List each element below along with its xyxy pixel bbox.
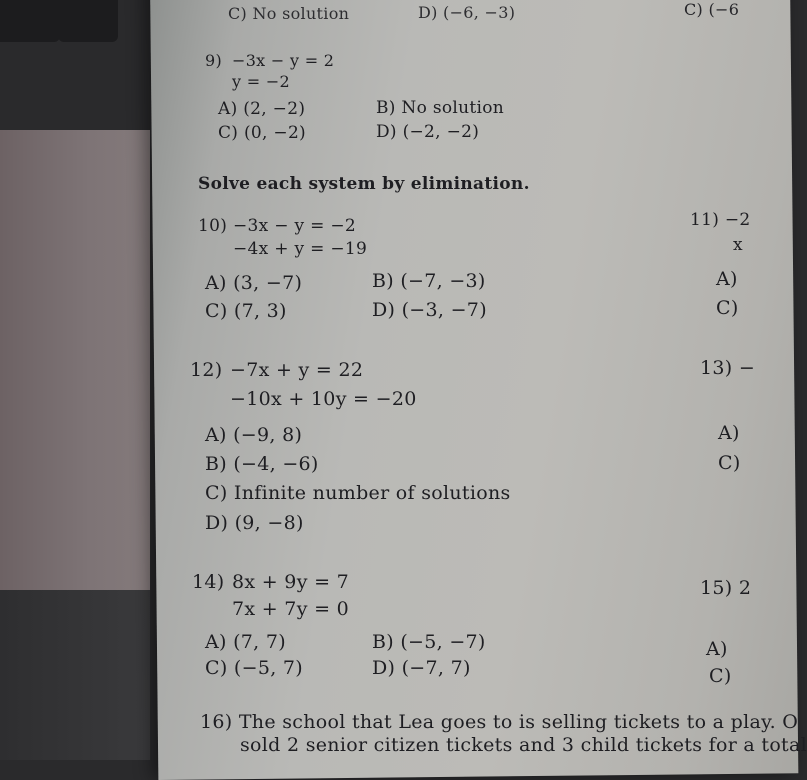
problem9-number: 9) (205, 51, 223, 70)
problem14-eq2: 7x + 7y = 0 (232, 598, 350, 620)
problem15-option-a: A) (706, 638, 728, 660)
keyboard-key (58, 0, 118, 42)
problem10-option-a: A) (3, −7) (205, 272, 303, 294)
problem12-option-c: C) Infinite number of solutions (205, 482, 511, 504)
problem14-number: 14) (192, 571, 225, 593)
prev-option-d: D) (−6, −3) (418, 3, 516, 22)
problem14-option-b: B) (−5, −7) (372, 631, 486, 653)
problem11-option-a: A) (716, 268, 738, 290)
problem15-number: 15) 2 (700, 577, 752, 599)
problem13-option-a: A) (718, 422, 740, 444)
problem9-option-b: B) No solution (376, 98, 505, 118)
prev-option-right-partial: C) (−6 (684, 0, 740, 19)
laptop-surface (0, 130, 150, 590)
problem10-eq2: −4x + y = −19 (233, 239, 368, 259)
problem12-option-a: A) (−9, 8) (205, 424, 303, 446)
problem14-option-d: D) (−7, 7) (372, 657, 471, 679)
problem14-eq1: 8x + 9y = 7 (232, 571, 350, 593)
problem12-eq2: −10x + 10y = −20 (230, 388, 417, 410)
problem10-option-d: D) (−3, −7) (372, 299, 487, 321)
prev-option-c: C) No solution (228, 4, 350, 23)
problem11-eq2-partial: x (733, 235, 743, 255)
problem16-text-line2: sold 2 senior citizen tickets and 3 child tickets for a total (240, 734, 807, 756)
problem12-eq1: −7x + y = 22 (230, 359, 364, 381)
problem10-number: 10) (198, 216, 228, 236)
problem16-text-line1: 16) The school that Lea goes to is selling tickets to a play. O (200, 711, 799, 733)
problem10-option-b: B) (−7, −3) (372, 270, 486, 292)
problem13-number: 13) − (700, 357, 756, 379)
problem9-option-d: D) (−2, −2) (376, 122, 480, 142)
problem9-option-c: C) (0, −2) (218, 123, 306, 143)
problem11-number: 11) −2 (690, 210, 751, 230)
laptop-edge (0, 590, 150, 760)
section-heading: Solve each system by elimination. (198, 174, 530, 194)
problem9-eq1: −3x − y = 2 (232, 51, 335, 70)
problem12-number: 12) (190, 359, 223, 381)
keyboard-key (0, 0, 60, 42)
problem14-option-c: C) (−5, 7) (205, 657, 303, 679)
problem15-option-c: C) (709, 665, 732, 687)
problem12-option-d: D) (9, −8) (205, 512, 304, 534)
problem13-option-c: C) (718, 452, 741, 474)
problem9-option-a: A) (2, −2) (218, 99, 306, 119)
problem11-option-c: C) (716, 297, 739, 319)
problem14-option-a: A) (7, 7) (205, 631, 286, 653)
problem10-option-c: C) (7, 3) (205, 300, 287, 322)
problem12-option-b: B) (−4, −6) (205, 453, 319, 475)
problem9-eq2: y = −2 (232, 72, 291, 91)
problem10-eq1: −3x − y = −2 (233, 216, 357, 236)
